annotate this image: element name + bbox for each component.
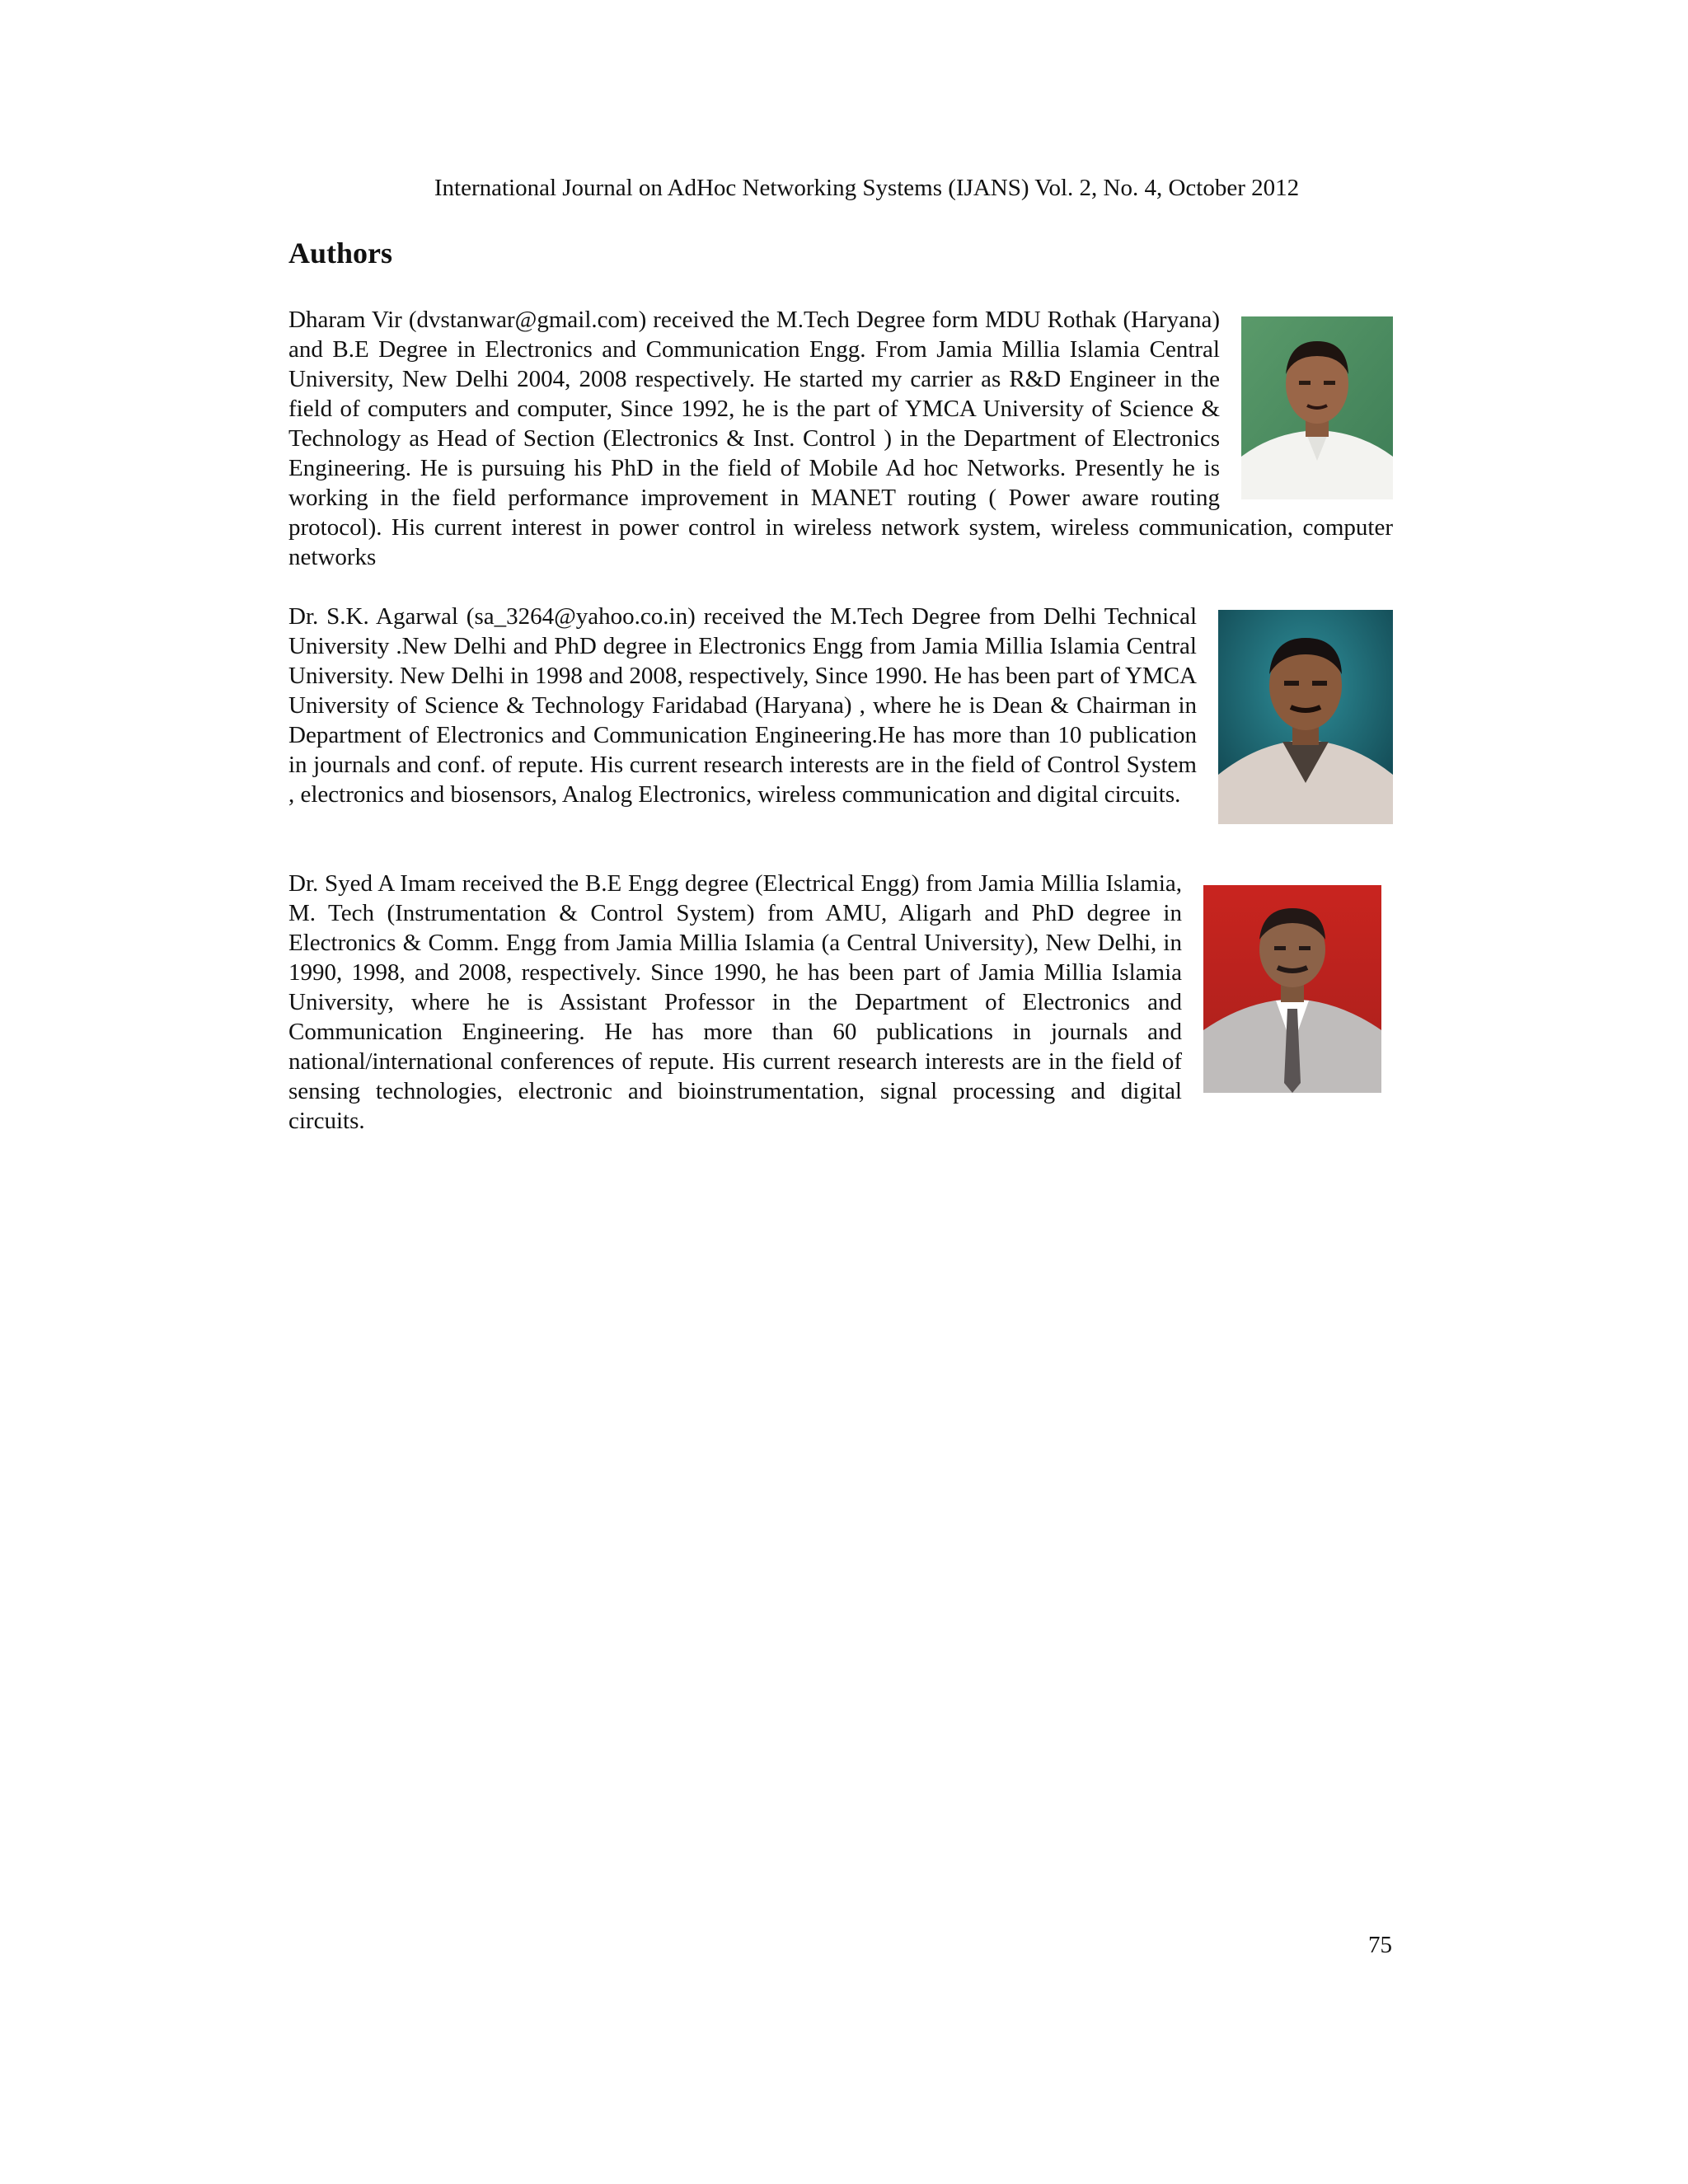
author-bio-text: Dharam Vir (dvstanwar@gmail.com) received the M.Tech Degree form MDU Rothak (Haryana) and B.E Degree in Electronics and Communication Engg. From Jamia Millia Islamia Central University, New Delhi 2004, 2008 respectively. He started my carrier as R&D Engineer in the field of computers and computer, Since 1992, he is the part of YMCA University of Science & Technology as Head of Section (Electronics & Inst. Control ) in the Department of Electronics Engineering. He is pursuing his PhD in the field of Mobile Ad hoc Networks. Presently he is working in the field performance improvement in MANET routing ( Power aware routing protocol). His current interest in power control in wireless network system, wireless communication, computer networks [288, 307, 1393, 570]
author-photo-dharam-vir [1241, 316, 1393, 499]
author-bio-text: Dr. S.K. Agarwal (sa_3264@yahoo.co.in) received the M.Tech Degree from Delhi Technical University .New Delhi and PhD degree in Electronics Engg from Jamia Millia Islamia Central University. New Delhi in 1998 and 2008, respectively, Since 1990. He has been part of YMCA University of Science & Technology Faridabad (Haryana) , where he is Dean & Chairman in Department of Electronics and Communication Engineering.He has more than 10 publication in journals and conf. of repute. His current research interests are in the field of Control System , electronics and biosensors, Analog Electronics, wireless communication and digital circuits. [288, 603, 1197, 808]
author-photo-syed-imam [1203, 885, 1381, 1093]
page-number: 75 [1368, 1932, 1392, 1958]
author-bio-sk-agarwal [288, 602, 1393, 824]
section-heading-authors: Authors [288, 237, 393, 269]
author-bio-text: Dr. Syed A Imam received the B.E Engg degree (Electrical Engg) from Jamia Millia Islamia, M. Tech (Instrumentation & Control System) from AMU, Aligarh and PhD degree in Electronics & Comm. Engg from Jamia Millia Islamia (a Central University), New Delhi, in 1990, 1998, and 2008, respectively. Since 1990, he has been part of Jamia Millia Islamia University, where he is Assistant Professor in the Department of Electronics and Communication Engineering. He has more than 60 publications in journals and national/international conferences of repute. His current research interests are in the field of sensing technologies, electronic and bioinstrumentation, signal processing and digital circuits. [288, 870, 1182, 1134]
author-bio-syed-imam [288, 869, 1381, 1136]
author-bio-dharam-vir [288, 305, 1393, 572]
running-header: International Journal on AdHoc Networking Systems (IJANS) Vol. 2, No. 4, October 2012 [434, 175, 1300, 201]
author-photo-sk-agarwal [1218, 610, 1393, 824]
